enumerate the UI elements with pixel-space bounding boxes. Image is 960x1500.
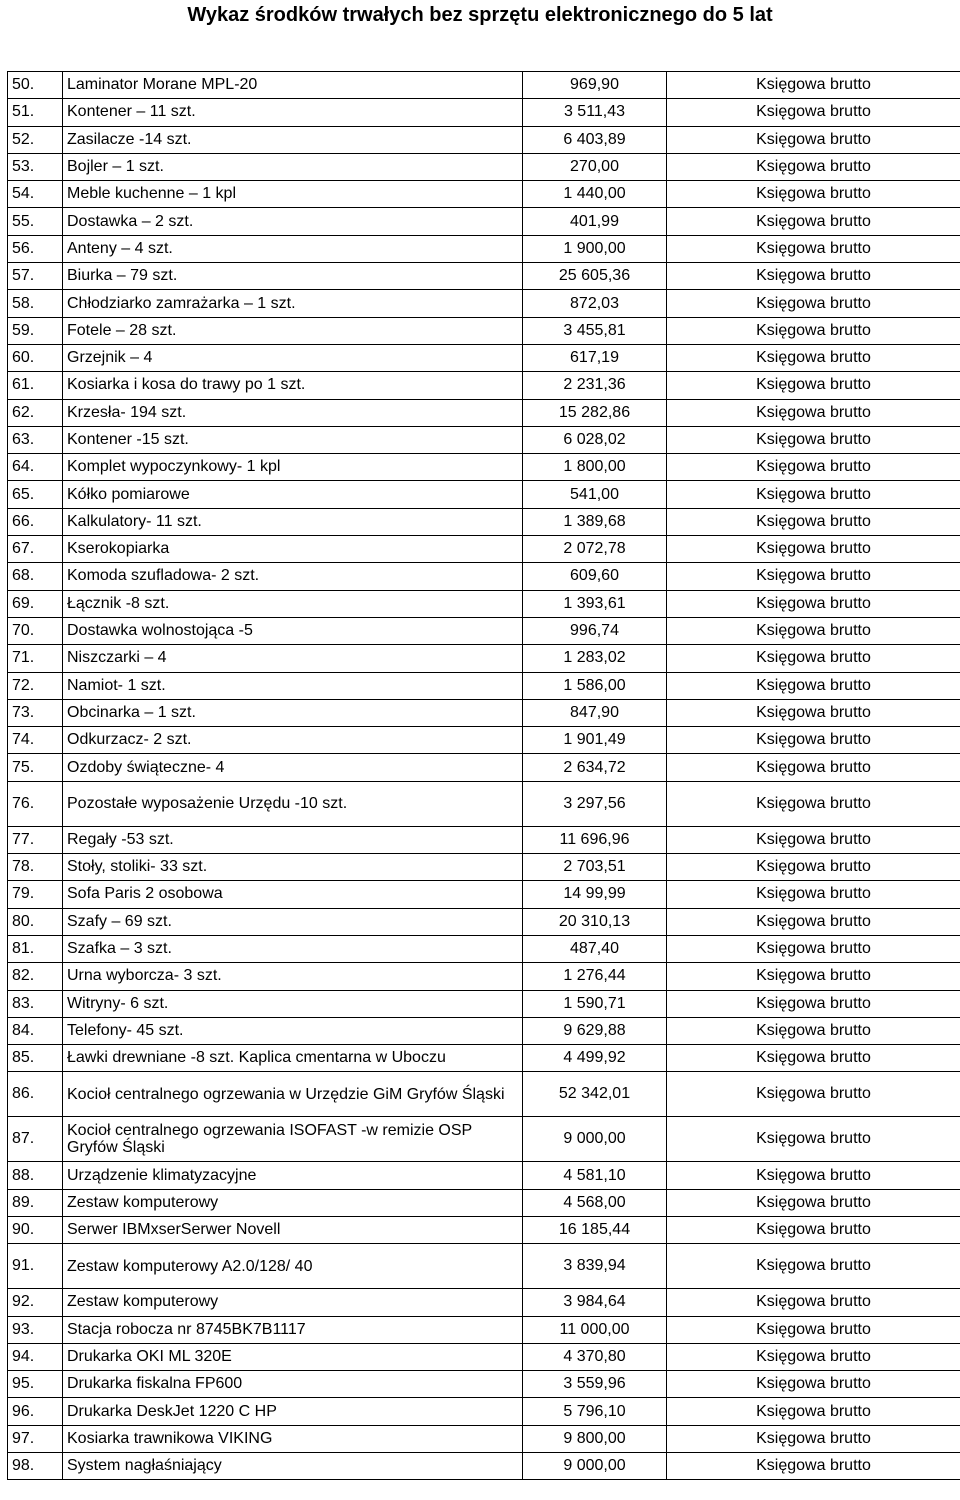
- asset-value: 25 605,36: [523, 263, 667, 290]
- row-number: 86.: [8, 1072, 63, 1117]
- asset-value: 1 389,68: [523, 508, 667, 535]
- table-row: [8, 645, 960, 672]
- row-number: 63.: [8, 426, 63, 453]
- asset-name: Ławki drewniane -8 szt. Kaplica cmentarna w Uboczu: [63, 1045, 523, 1072]
- value-type: Księgowa brutto: [667, 727, 960, 754]
- table-row: [8, 1117, 960, 1162]
- row-number: 74.: [8, 727, 63, 754]
- asset-name: Urna wyborcza- 3 szt.: [63, 963, 523, 990]
- asset-name: Fotele – 28 szt.: [63, 317, 523, 344]
- value-type: Księgowa brutto: [667, 290, 960, 317]
- table-row: [8, 344, 960, 371]
- table-row: [8, 990, 960, 1017]
- table-row: [8, 153, 960, 180]
- row-number: 85.: [8, 1045, 63, 1072]
- asset-value: 1 900,00: [523, 235, 667, 262]
- table-row: [8, 426, 960, 453]
- table-row: [8, 1289, 960, 1316]
- row-number: 79.: [8, 881, 63, 908]
- asset-name: Komplet wypoczynkowy- 1 kpl: [63, 454, 523, 481]
- asset-value: 541,00: [523, 481, 667, 508]
- asset-value: 270,00: [523, 153, 667, 180]
- table-row: [8, 699, 960, 726]
- asset-value: 3 839,94: [523, 1244, 667, 1289]
- value-type: Księgowa brutto: [667, 781, 960, 826]
- row-number: 66.: [8, 508, 63, 535]
- value-type: Księgowa brutto: [667, 881, 960, 908]
- asset-name: Niszczarki – 4: [63, 645, 523, 672]
- row-number: 91.: [8, 1244, 63, 1289]
- asset-name: Laminator Morane MPL-20: [63, 72, 523, 99]
- value-type: Księgowa brutto: [667, 481, 960, 508]
- row-number: 60.: [8, 344, 63, 371]
- table-row: [8, 727, 960, 754]
- row-number: 98.: [8, 1453, 63, 1480]
- value-type: Księgowa brutto: [667, 1371, 960, 1398]
- table-row: [8, 454, 960, 481]
- asset-value: 3 559,96: [523, 1371, 667, 1398]
- asset-name: Kserokopiarka: [63, 536, 523, 563]
- value-type: Księgowa brutto: [667, 72, 960, 99]
- asset-name: Witryny- 6 szt.: [63, 990, 523, 1017]
- row-number: 76.: [8, 781, 63, 826]
- asset-value: 4 499,92: [523, 1045, 667, 1072]
- asset-value: 1 440,00: [523, 181, 667, 208]
- table-row: [8, 208, 960, 235]
- row-number: 84.: [8, 1017, 63, 1044]
- table-row: [8, 372, 960, 399]
- asset-value: 9 629,88: [523, 1017, 667, 1044]
- table-row: [8, 1398, 960, 1425]
- row-number: 65.: [8, 481, 63, 508]
- asset-name: Kontener -15 szt.: [63, 426, 523, 453]
- asset-value: 16 185,44: [523, 1216, 667, 1243]
- row-number: 58.: [8, 290, 63, 317]
- table-row: [8, 1162, 960, 1189]
- asset-name: Krzesła- 194 szt.: [63, 399, 523, 426]
- table-row: [8, 563, 960, 590]
- asset-value: 2 072,78: [523, 536, 667, 563]
- row-number: 54.: [8, 181, 63, 208]
- asset-value: 14 99,99: [523, 881, 667, 908]
- asset-name: Szafka – 3 szt.: [63, 935, 523, 962]
- asset-name: Meble kuchenne – 1 kpl: [63, 181, 523, 208]
- asset-name: Zestaw komputerowy A2.0/128/ 40: [63, 1244, 523, 1289]
- value-type: Księgowa brutto: [667, 645, 960, 672]
- value-type: Księgowa brutto: [667, 454, 960, 481]
- table-row: [8, 617, 960, 644]
- value-type: Księgowa brutto: [667, 1189, 960, 1216]
- table-row: [8, 826, 960, 853]
- value-type: Księgowa brutto: [667, 1072, 960, 1117]
- asset-name: Kocioł centralnego ogrzewania w Urzędzie GiM Gryfów Śląski: [63, 1072, 523, 1117]
- asset-name: Kosiarka i kosa do trawy po 1 szt.: [63, 372, 523, 399]
- asset-name: Kosiarka trawnikowa VIKING: [63, 1425, 523, 1452]
- value-type: Księgowa brutto: [667, 935, 960, 962]
- row-number: 95.: [8, 1371, 63, 1398]
- asset-value: 9 800,00: [523, 1425, 667, 1452]
- asset-name: Kółko pomiarowe: [63, 481, 523, 508]
- asset-value: 6 403,89: [523, 126, 667, 153]
- asset-value: 1 901,49: [523, 727, 667, 754]
- row-number: 70.: [8, 617, 63, 644]
- asset-value: 2 231,36: [523, 372, 667, 399]
- row-number: 80.: [8, 908, 63, 935]
- table-row: [8, 235, 960, 262]
- asset-value: 996,74: [523, 617, 667, 644]
- asset-name: Szafy – 69 szt.: [63, 908, 523, 935]
- asset-value: 872,03: [523, 290, 667, 317]
- value-type: Księgowa brutto: [667, 754, 960, 781]
- value-type: Księgowa brutto: [667, 399, 960, 426]
- value-type: Księgowa brutto: [667, 672, 960, 699]
- row-number: 97.: [8, 1425, 63, 1452]
- asset-value: 5 796,10: [523, 1398, 667, 1425]
- value-type: Księgowa brutto: [667, 1398, 960, 1425]
- row-number: 72.: [8, 672, 63, 699]
- asset-name: Stacja robocza nr 8745BK7B1117: [63, 1316, 523, 1343]
- asset-value: 15 282,86: [523, 399, 667, 426]
- asset-value: 2 703,51: [523, 854, 667, 881]
- value-type: Księgowa brutto: [667, 963, 960, 990]
- assets-table: [7, 71, 960, 1480]
- value-type: Księgowa brutto: [667, 99, 960, 126]
- value-type: Księgowa brutto: [667, 181, 960, 208]
- asset-name: Łącznik -8 szt.: [63, 590, 523, 617]
- asset-value: 11 696,96: [523, 826, 667, 853]
- asset-name: Odkurzacz- 2 szt.: [63, 727, 523, 754]
- value-type: Księgowa brutto: [667, 990, 960, 1017]
- asset-value: 6 028,02: [523, 426, 667, 453]
- asset-name: Zestaw komputerowy: [63, 1189, 523, 1216]
- asset-value: 4 370,80: [523, 1343, 667, 1370]
- table-row: [8, 181, 960, 208]
- asset-name: Sofa Paris 2 osobowa: [63, 881, 523, 908]
- row-number: 67.: [8, 536, 63, 563]
- table-row: [8, 908, 960, 935]
- assets-table-body: [8, 72, 960, 1480]
- value-type: Księgowa brutto: [667, 1216, 960, 1243]
- asset-name: Namiot- 1 szt.: [63, 672, 523, 699]
- row-number: 94.: [8, 1343, 63, 1370]
- table-row: [8, 590, 960, 617]
- asset-value: 617,19: [523, 344, 667, 371]
- row-number: 69.: [8, 590, 63, 617]
- value-type: Księgowa brutto: [667, 1316, 960, 1343]
- asset-value: 1 393,61: [523, 590, 667, 617]
- table-row: [8, 290, 960, 317]
- table-row: [8, 1244, 960, 1289]
- value-type: Księgowa brutto: [667, 1343, 960, 1370]
- asset-name: Stoły, stoliki- 33 szt.: [63, 854, 523, 881]
- table-row: [8, 1343, 960, 1370]
- row-number: 89.: [8, 1189, 63, 1216]
- value-type: Księgowa brutto: [667, 1017, 960, 1044]
- asset-value: 52 342,01: [523, 1072, 667, 1117]
- table-row: [8, 508, 960, 535]
- row-number: 53.: [8, 153, 63, 180]
- asset-value: 4 581,10: [523, 1162, 667, 1189]
- asset-name: Regały -53 szt.: [63, 826, 523, 853]
- row-number: 56.: [8, 235, 63, 262]
- asset-value: 1 283,02: [523, 645, 667, 672]
- asset-name: Drukarka DeskJet 1220 C HP: [63, 1398, 523, 1425]
- table-row: [8, 1425, 960, 1452]
- table-row: [8, 1216, 960, 1243]
- asset-value: 1 586,00: [523, 672, 667, 699]
- asset-name: Dostawka – 2 szt.: [63, 208, 523, 235]
- table-row: [8, 99, 960, 126]
- table-row: [8, 317, 960, 344]
- asset-name: System nagłaśniający: [63, 1453, 523, 1480]
- value-type: Księgowa brutto: [667, 1045, 960, 1072]
- table-row: [8, 1371, 960, 1398]
- value-type: Księgowa brutto: [667, 563, 960, 590]
- asset-value: 1 590,71: [523, 990, 667, 1017]
- asset-value: 3 511,43: [523, 99, 667, 126]
- table-row: [8, 399, 960, 426]
- value-type: Księgowa brutto: [667, 1425, 960, 1452]
- asset-value: 609,60: [523, 563, 667, 590]
- value-type: Księgowa brutto: [667, 317, 960, 344]
- asset-name: Biurka – 79 szt.: [63, 263, 523, 290]
- table-row: [8, 781, 960, 826]
- asset-value: 847,90: [523, 699, 667, 726]
- row-number: 68.: [8, 563, 63, 590]
- table-row: [8, 1453, 960, 1480]
- value-type: Księgowa brutto: [667, 372, 960, 399]
- table-row: [8, 1072, 960, 1117]
- asset-name: Bojler – 1 szt.: [63, 153, 523, 180]
- asset-name: Drukarka OKI ML 320E: [63, 1343, 523, 1370]
- row-number: 81.: [8, 935, 63, 962]
- row-number: 71.: [8, 645, 63, 672]
- asset-value: 1 800,00: [523, 454, 667, 481]
- row-number: 75.: [8, 754, 63, 781]
- value-type: Księgowa brutto: [667, 153, 960, 180]
- asset-value: 9 000,00: [523, 1117, 667, 1162]
- value-type: Księgowa brutto: [667, 1162, 960, 1189]
- asset-name: Komoda szufladowa- 2 szt.: [63, 563, 523, 590]
- row-number: 73.: [8, 699, 63, 726]
- table-row: [8, 963, 960, 990]
- row-number: 64.: [8, 454, 63, 481]
- value-type: Księgowa brutto: [667, 536, 960, 563]
- row-number: 96.: [8, 1398, 63, 1425]
- value-type: Księgowa brutto: [667, 617, 960, 644]
- asset-value: 969,90: [523, 72, 667, 99]
- row-number: 52.: [8, 126, 63, 153]
- value-type: Księgowa brutto: [667, 1453, 960, 1480]
- value-type: Księgowa brutto: [667, 590, 960, 617]
- row-number: 82.: [8, 963, 63, 990]
- value-type: Księgowa brutto: [667, 426, 960, 453]
- row-number: 93.: [8, 1316, 63, 1343]
- page-title: Wykaz środków trwałych bez sprzętu elektronicznego do 5 lat: [187, 4, 773, 26]
- asset-value: 1 276,44: [523, 963, 667, 990]
- asset-name: Telefony- 45 szt.: [63, 1017, 523, 1044]
- asset-value: 401,99: [523, 208, 667, 235]
- row-number: 62.: [8, 399, 63, 426]
- asset-name: Obcinarka – 1 szt.: [63, 699, 523, 726]
- asset-value: 4 568,00: [523, 1189, 667, 1216]
- value-type: Księgowa brutto: [667, 344, 960, 371]
- table-row: [8, 1045, 960, 1072]
- asset-value: 487,40: [523, 935, 667, 962]
- asset-name: Kocioł centralnego ogrzewania ISOFAST -w remizie OSP Gryfów Śląski: [63, 1117, 523, 1162]
- row-number: 87.: [8, 1117, 63, 1162]
- table-row: [8, 72, 960, 99]
- asset-name: Kontener – 11 szt.: [63, 99, 523, 126]
- value-type: Księgowa brutto: [667, 826, 960, 853]
- asset-value: 2 634,72: [523, 754, 667, 781]
- row-number: 50.: [8, 72, 63, 99]
- value-type: Księgowa brutto: [667, 263, 960, 290]
- asset-value: 20 310,13: [523, 908, 667, 935]
- value-type: Księgowa brutto: [667, 126, 960, 153]
- row-number: 59.: [8, 317, 63, 344]
- asset-value: 3 455,81: [523, 317, 667, 344]
- asset-name: Pozostałe wyposażenie Urzędu -10 szt.: [63, 781, 523, 826]
- table-row: [8, 881, 960, 908]
- value-type: Księgowa brutto: [667, 1244, 960, 1289]
- asset-name: Urządzenie klimatyzacyjne: [63, 1162, 523, 1189]
- asset-name: Chłodziarko zamrażarka – 1 szt.: [63, 290, 523, 317]
- value-type: Księgowa brutto: [667, 235, 960, 262]
- asset-name: Zestaw komputerowy: [63, 1289, 523, 1316]
- row-number: 57.: [8, 263, 63, 290]
- value-type: Księgowa brutto: [667, 854, 960, 881]
- asset-name: Dostawka wolnostojąca -5: [63, 617, 523, 644]
- asset-name: Ozdoby świąteczne- 4: [63, 754, 523, 781]
- row-number: 77.: [8, 826, 63, 853]
- table-row: [8, 1017, 960, 1044]
- value-type: Księgowa brutto: [667, 699, 960, 726]
- asset-name: Serwer IBMxserSerwer Novell: [63, 1216, 523, 1243]
- row-number: 83.: [8, 990, 63, 1017]
- row-number: 61.: [8, 372, 63, 399]
- asset-name: Zasilacze -14 szt.: [63, 126, 523, 153]
- row-number: 78.: [8, 854, 63, 881]
- table-row: [8, 536, 960, 563]
- value-type: Księgowa brutto: [667, 208, 960, 235]
- table-row: [8, 672, 960, 699]
- asset-value: 9 000,00: [523, 1453, 667, 1480]
- table-row: [8, 1189, 960, 1216]
- asset-value: 3 297,56: [523, 781, 667, 826]
- table-row: [8, 263, 960, 290]
- row-number: 55.: [8, 208, 63, 235]
- table-row: [8, 1316, 960, 1343]
- table-row: [8, 935, 960, 962]
- value-type: Księgowa brutto: [667, 908, 960, 935]
- value-type: Księgowa brutto: [667, 1289, 960, 1316]
- table-row: [8, 854, 960, 881]
- table-row: [8, 126, 960, 153]
- value-type: Księgowa brutto: [667, 1117, 960, 1162]
- table-row: [8, 481, 960, 508]
- asset-name: Grzejnik – 4: [63, 344, 523, 371]
- asset-value: 11 000,00: [523, 1316, 667, 1343]
- value-type: Księgowa brutto: [667, 508, 960, 535]
- row-number: 90.: [8, 1216, 63, 1243]
- asset-name: Drukarka fiskalna FP600: [63, 1371, 523, 1398]
- asset-name: Kalkulatory- 11 szt.: [63, 508, 523, 535]
- asset-name: Anteny – 4 szt.: [63, 235, 523, 262]
- row-number: 51.: [8, 99, 63, 126]
- row-number: 88.: [8, 1162, 63, 1189]
- table-row: [8, 754, 960, 781]
- row-number: 92.: [8, 1289, 63, 1316]
- asset-value: 3 984,64: [523, 1289, 667, 1316]
